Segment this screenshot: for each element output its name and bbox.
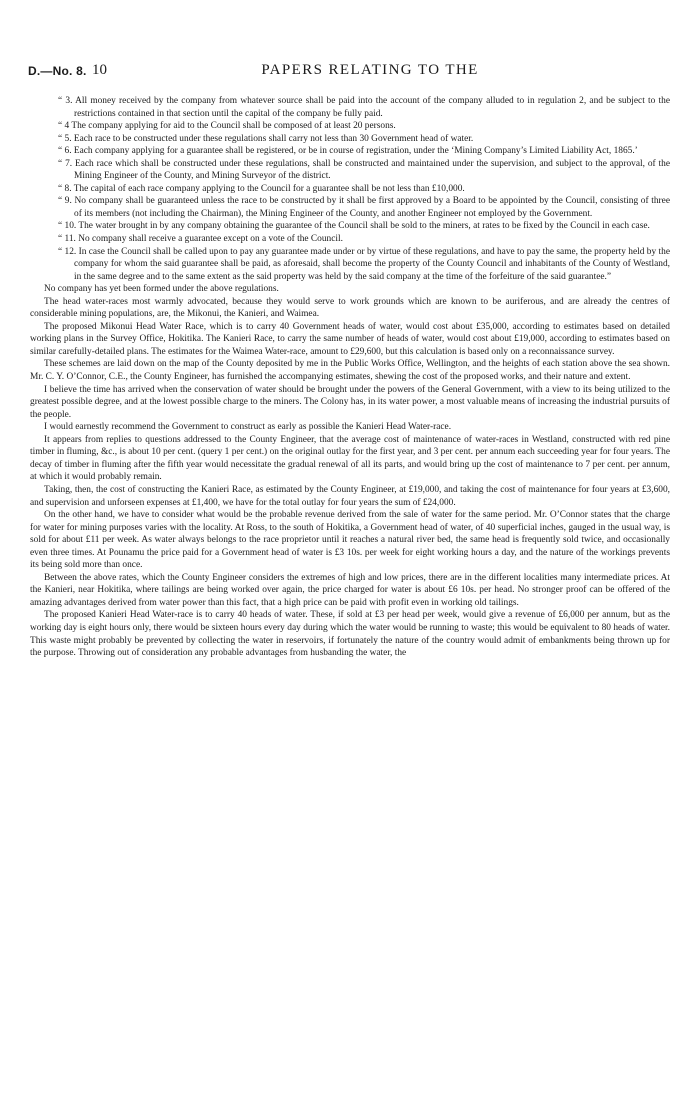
regulation-10: “ 10. The water brought in by any company obtaining the guarantee of the Council shall be sold to the miners, at rates to be fixed by the Council in each case. [58,221,650,232]
paragraph-kanieri-revenue: The proposed Kanieri Head Water-race is to carry 40 heads of water. These, if sold at £3 per head per week, would give a revenue of £6,000 per annum, but as the working day is eight hours only, there would be sixteen hours every day during which the water would be running to waste; this would be equivalent to 80 heads of water. This waste might probably be prevented by collecting the water in reservoirs, if fortunately the nature of the country would admit of embankments being thrown up for the purpose. Throwing out of consideration any probable advantages from husbanding the water, the [30,610,670,659]
regulation-9: “ 9. No company shall be guaranteed unless the race to be constructed by it shall be first approved by a Board to be appointed by the Council, consisting of three of its members (not including the Chairman), the Mining Engineer of the County, and another Engineer not employed by the Government. [58,196,670,219]
paragraph-no-company: No company has yet been formed under the above regulations. [44,284,279,295]
document-body [30,95,670,660]
regulation-12: “ 12. In case the Council shall be called upon to pay any guarantee made under or by virtue of these regulations, and have to pay the same, the property held by the company for whom the said guarantee shall be paid, as aforesaid, shall become the property of the County Council and inhabitants of the County of Westland, in the same degree and to the same extent as the said property was held by the said company at the time of the forfeiture of the said guarantee.” [58,246,670,282]
page-number: 10 [92,62,107,78]
paragraph-maintenance-cost: It appears from replies to questions addressed to the County Engineer, that the average cost of maintenance of water-races in Westland, constructed with red pine timber in fluming, &c., is about 10 per cent. (query 1 per cent.) on the original outlay for the first year, and 3 per cent. per annum each succeeding year for four years. The decay of timber in fluming after the fifth year would necessitate the gradual renewal of all its parts, and would bring up the cost of maintenance to 7 per cent. per annum, at which it would probably remain. [30,434,670,483]
paragraph-mikonui-estimates: The proposed Mikonui Head Water Race, which is to carry 40 Government heads of water, would cost about £35,000, according to estimates based on detailed working plans in the Survey Office, Hokitika. The Kanieri Race, to carry the same number of heads of water, would cost about £19,000, according to estimates based on similar carefully-detailed plans. The estimates for the Waimea Water-race, amount to £29,600, but this calculation is based only on a reconnaissance survey. [30,321,670,357]
paragraph-revenue: On the other hand, we have to consider what would be the probable revenue derived from the sale of water for the same period. Mr. O’Connor states that the charge for water for mining purposes varies with the locality. At Ross, to the south of Hokitika, a Government head of water, of 40 superficial inches, gauged in the usual way, is sold for about £11 per week. As water always belongs to the race proprietor until it reaches a natural river bed, the same head is frequently sold twice, and occasionally even three times. At Pounamu the price paid for a Government head of water is £3 10s. per week for eight working hours a day, and the nature of the workings prevents its being sold more than once. [30,510,670,571]
page-header [28,62,672,82]
regulation-3: “ 3. All money received by the company from whatever source shall be paid into the account of the company alluded to in regulation 2, and be subject to the restrictions contained in that section until the capital of the company be fully paid. [58,96,670,119]
paragraph-recommendation: I would earnestly recommend the Government to construct as early as possible the Kanieri Head Water-race. [44,422,452,433]
paragraph-head-water-races: The head water-races most warmly advocated, because they would serve to work grounds which are known to be auriferous, and are already the centres of considerable mining populations, are, the Mikonui, the Kanieri, and Waimea. [30,296,670,320]
regulation-8: “ 8. The capital of each race company applying to the Council for a guarantee shall be not less than £10,000. [58,183,465,194]
paragraph-intermediate-prices: Between the above rates, which the County Engineer considers the extremes of high and low prices, there are in the different localities many intermediate prices. At the Kanieri, near Hokitika, where tailings are being worked over again, the price charged for water is about £6 10s. per head. No stronger proof can be offered of the amazing advantages derived from water power than this fact, that a high price can be paid with profit even in working old tailings. [30,572,670,608]
paragraph-conservation: I believe the time has arrived when the conservation of water should be brought under the powers of the General Government, with a view to its being utilized to the greatest possible degree, and at the lowest possible charge to the miners. The Colony has, in its water power, a most valuable means of increasing the industrial pursuits of the people. [30,384,670,420]
paragraph-total-outlay: Taking, then, the cost of constructing the Kanieri Race, as estimated by the County Engineer, at £19,000, and taking the cost of maintenance for four years at £3,600, and supervision and unforseen expenses at £1,400, we have for the total outlay for four years the sum of £24,000. [30,484,670,508]
regulation-4: “ 4 The company applying for aid to the Council shall be composed of at least 20 persons. [58,121,396,132]
regulation-5: “ 5. Each race to be constructed under these regulations shall carry not less than 30 Government head of water. [58,133,474,144]
document-reference: D.—No. 8. [28,64,87,78]
regulation-7: “ 7. Each race which shall be constructed under these regulations, shall be constructed and maintained under the supervision, and subject to the approval, of the Mining Engineer of the County, and Mining Surveyor of the district. [58,158,670,182]
regulation-6: “ 6. Each company applying for a guarantee shall be registered, or be in course of registration, under the ‘Mining Company’s Limited Liability Act, 1865.’ [58,146,638,157]
regulation-11: “ 11. No company shall receive a guarantee except on a vote of the Council. [58,234,343,245]
paragraph-schemes-map: These schemes are laid down on the map of the County deposited by me in the Public Works Office, Wellington, and the heights of each station above the sea shown. Mr. C. Y. O’Connor, C.E., the County Engineer, has furnished the accompanying estimates, shewing the cost of the proposed works, and their nature and extent. [30,359,670,383]
running-title: PAPERS RELATING TO THE [261,62,479,78]
